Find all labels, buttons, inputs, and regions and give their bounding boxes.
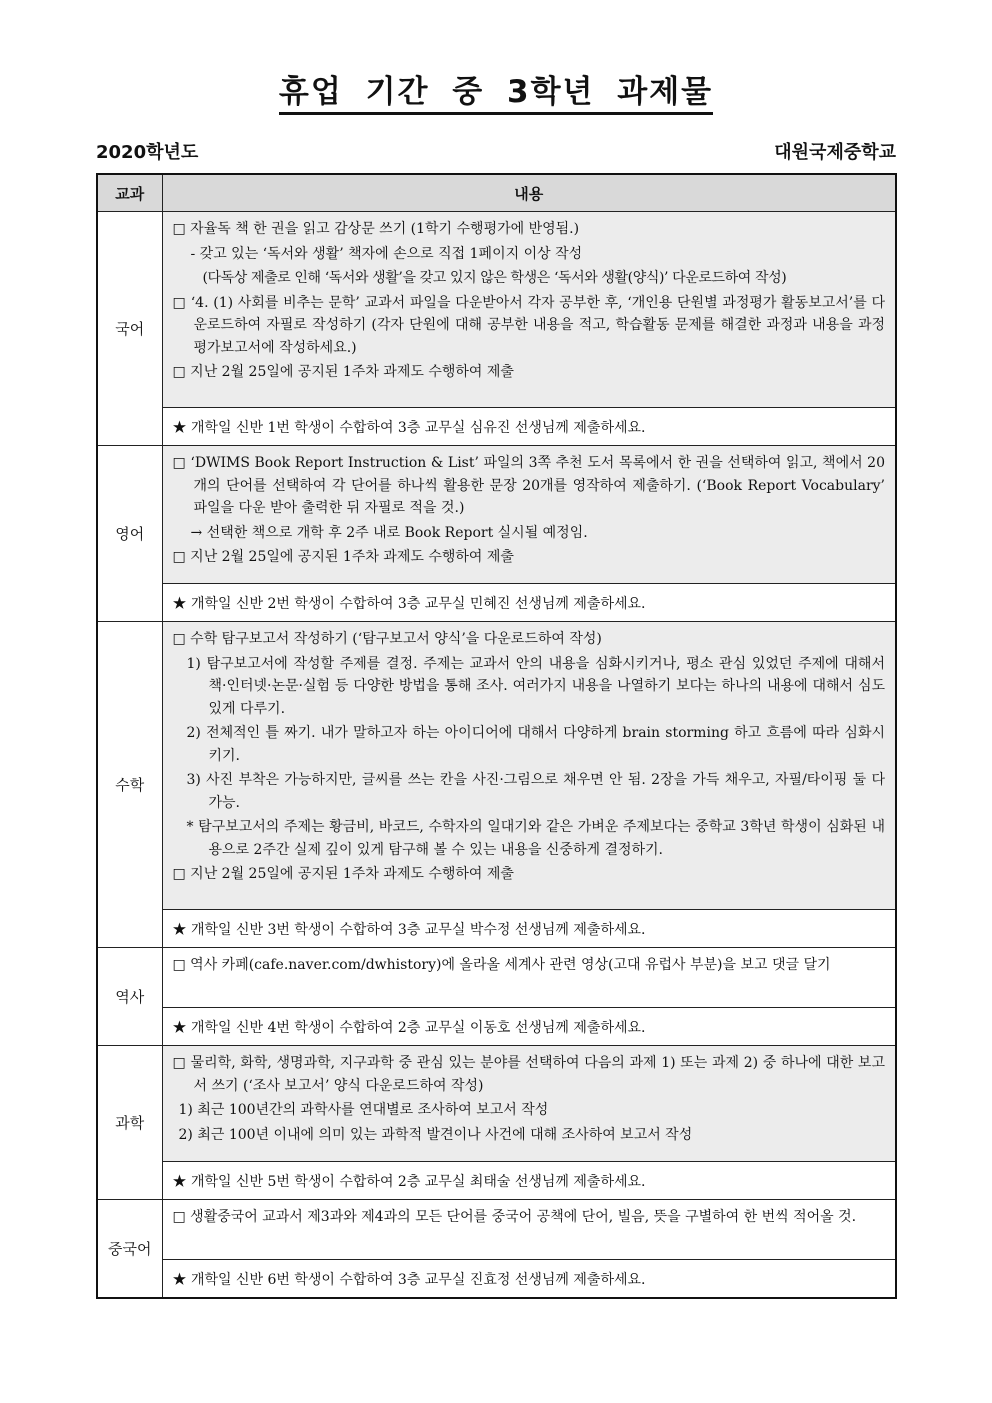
math-note: ★ 개학일 신반 3번 학생이 수합하여 3층 교무실 박수정 선생님께 제출하세요. xyxy=(162,910,896,948)
list-item: □ 지난 2월 25일에 공지된 1주차 과제도 수행하여 제출 xyxy=(172,364,514,380)
history-content-row xyxy=(97,948,896,1008)
english-note-row xyxy=(97,584,896,622)
list-item: - 갖고 있는 ‘독서와 생활’ 책자에 손으로 직접 1페이지 이상 작성 xyxy=(190,245,583,262)
list-item: 2) 최근 100년 이내에 의미 있는 과학적 발견이나 사건에 대해 조사하여 보고서 작성 xyxy=(178,1126,693,1143)
science-note-row xyxy=(97,1162,896,1200)
list-item: □ 물리학, 화학, 생명과학, 지구과학 중 관심 있는 분야를 선택하여 다음의 과제 1) 또는 과제 2) 중 하나에 대한 보고서 쓰기 (‘조사 보고서’ 양식 다운로드하여 작성) xyxy=(172,1055,885,1094)
english-content-row xyxy=(97,446,896,584)
chinese-content xyxy=(162,1200,896,1260)
math-note-row xyxy=(97,910,896,948)
school-year: 2020학년도 xyxy=(96,142,199,163)
subject-chinese: 중국어 xyxy=(97,1200,162,1299)
history-content xyxy=(162,948,896,1008)
list-item: 1) 탐구보고서에 작성할 주제를 결정. 주제는 교과서 안의 내용을 심화시키거나, 평소 관심 있었던 주제에 대해서 책·인터넷·논문·실험 등 다양한 방법을 통해 조사. 여러가지 내용을 나열하기 보다는 하나의 내용에 대해서 심도 있게 다루기. xyxy=(186,655,885,717)
list-item: □ 수학 탐구보고서 작성하기 (‘탐구보고서 양식’을 다운로드하여 작성) xyxy=(172,631,602,647)
assignment-table xyxy=(96,173,897,1299)
list-item: □ 지난 2월 25일에 공지된 1주차 과제도 수행하여 제출 xyxy=(172,549,514,565)
list-item: 3) 사진 부착은 가능하지만, 글씨를 쓰는 칸을 사진·그림으로 채우면 안 됨. 2장을 가득 채우고, 자필/타이핑 둘 다 가능. xyxy=(186,772,885,811)
list-item: □ 지난 2월 25일에 공지된 1주차 과제도 수행하여 제출 xyxy=(172,866,514,882)
math-content-row xyxy=(97,622,896,910)
science-note: ★ 개학일 신반 5번 학생이 수합하여 2층 교무실 최태술 선생님께 제출하세요. xyxy=(162,1162,896,1200)
subject-history: 역사 xyxy=(97,948,162,1046)
list-item: □ 자율독 책 한 권을 읽고 감상문 쓰기 (1학기 수행평가에 반영됨.) xyxy=(172,221,580,237)
document-title: 휴업 기간 중 3학년 과제물 xyxy=(0,66,992,111)
history-note: ★ 개학일 신반 4번 학생이 수합하여 2층 교무실 이동호 선생님께 제출하세요. xyxy=(162,1008,896,1046)
history-note-row xyxy=(97,1008,896,1046)
chinese-note: ★ 개학일 신반 6번 학생이 수합하여 3층 교무실 진효정 선생님께 제출하세요. xyxy=(162,1260,896,1299)
korean-note-row xyxy=(97,408,896,446)
list-item: 1) 최근 100년간의 과학사를 연대별로 조사하여 보고서 작성 xyxy=(178,1102,549,1118)
list-item: (다독상 제출로 인해 ‘독서와 생활’을 갖고 있지 않은 학생은 ‘독서와 생활(양식)’ 다운로드하여 작성) xyxy=(202,270,787,286)
korean-note: ★ 개학일 신반 1번 학생이 수합하여 3층 교무실 심유진 선생님께 제출하세요. xyxy=(162,408,896,446)
list-item: □ 생활중국어 교과서 제3과와 제4과의 모든 단어를 중국어 공책에 단어, 빌음, 뜻을 구별하여 한 번씩 적어올 것. xyxy=(172,1209,857,1225)
list-item: □ ‘4. (1) 사회를 비추는 문학’ 교과서 파일을 다운받아서 각자 공부한 후, ‘개인용 단원별 과정평가 활동보고서’를 다운로드하여 자필로 작성하기 (각자 단원에 대해 공부한 내용을 적고, 학습활동 문제를 해결한 과정과 내용을 과정평가보고서에 작성하세요.) xyxy=(172,294,885,356)
table-header-row xyxy=(97,174,896,212)
list-item: □ ‘DWIMS Book Report Instruction & List’ 파일의 3쪽 추천 도서 목록에서 한 권을 선택하여 읽고, 책에서 20개의 단어를 선택하여 각 단어를 하나씩 활용한 문장 20개를 영작하여 제출하기. (‘Book Report Vocabulary’ 파일을 다운 받아 출력한 뒤 자필로 적을 것.) xyxy=(172,455,885,516)
english-content xyxy=(162,446,896,584)
korean-content-row xyxy=(97,212,896,408)
list-item: * 탐구보고서의 주제는 황금비, 바코드, 수학자의 일대기와 같은 가벼운 주제보다는 중학교 3학년 학생이 심화된 내용으로 2주간 실제 깊이 있게 탐구해 볼 수 있는 내용을 신중하게 결정하기. xyxy=(186,819,885,858)
list-item: 2) 전체적인 틀 짜기. 내가 말하고자 하는 아이디어에 대해서 다양하게 brain storming 하고 흐름에 따라 심화시키기. xyxy=(186,725,885,764)
chinese-note-row xyxy=(97,1260,896,1299)
list-item: □ 역사 카페(cafe.naver.com/dwhistory)에 올라올 세계사 관련 영상(고대 유럽사 부분)을 보고 댓글 달기 xyxy=(172,957,831,973)
science-content-row xyxy=(97,1046,896,1162)
header-subject: 교과 xyxy=(97,174,162,212)
school-name: 대원국제중학교 xyxy=(774,142,896,163)
chinese-content-row xyxy=(97,1200,896,1260)
subject-science: 과학 xyxy=(97,1046,162,1200)
korean-content xyxy=(162,212,896,408)
science-content xyxy=(162,1046,896,1162)
subject-korean: 국어 xyxy=(97,212,162,446)
subject-english: 영어 xyxy=(97,446,162,622)
english-note: ★ 개학일 신반 2번 학생이 수합하여 3층 교무실 민혜진 선생님께 제출하세요. xyxy=(162,584,896,622)
header-content: 내용 xyxy=(162,174,896,212)
math-content xyxy=(162,622,896,910)
subject-math: 수학 xyxy=(97,622,162,948)
list-item: → 선택한 책으로 개학 후 2주 내로 Book Report 실시될 예정임. xyxy=(190,524,588,541)
